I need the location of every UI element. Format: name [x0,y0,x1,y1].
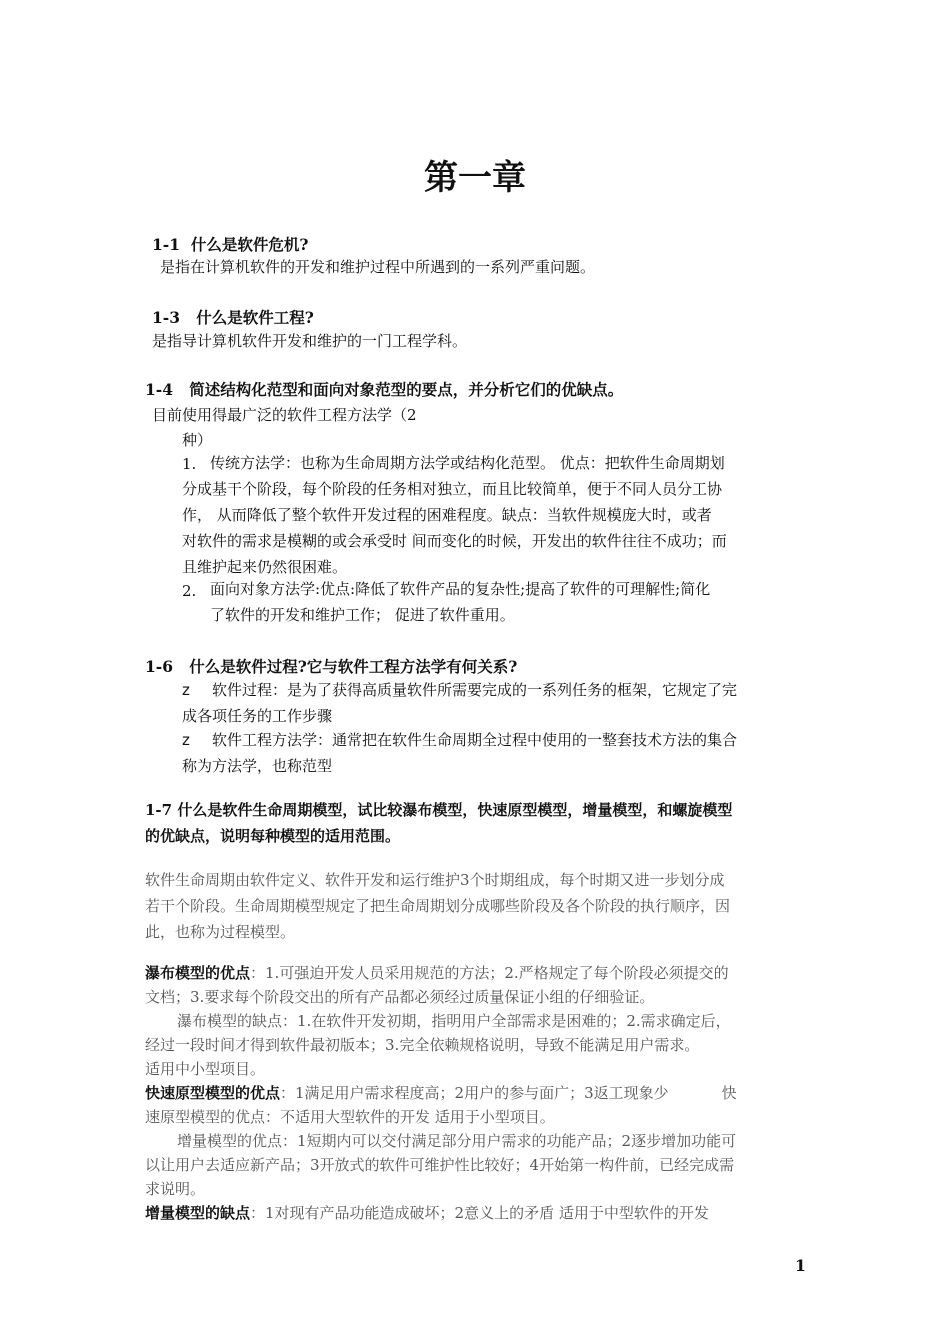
question-1-6 [145,655,517,677]
question-text: 什么是软件危机? [190,235,309,254]
prototype-advantages-label: 快速原型模型的优点 [145,1084,281,1102]
list-number-1: 1. [182,455,197,473]
question-number: 1-6 [145,657,174,676]
list-item-1-line: 作， 从而降低了整个软件开发过程的困难程度。缺点：当软件规模庞大时，或者 [182,506,712,524]
paragraph-line: 快 [721,1084,737,1102]
question-number: 1-1 [152,235,181,254]
paragraph-line: 求说明。 [145,1180,206,1198]
models-section [145,961,737,1225]
list-item-2-line: 了软件的开发和维护工作； 促进了软件重用。 [210,606,515,624]
bullet-line: 软件工程方法学：通常把在软件生命周期全过程中使用的一整套技术方法的集合 [212,731,738,749]
paragraph-line: ：1.可强迫开发人员采用规范的方法；2.严格规定了每个阶段必须提交的 [250,964,729,982]
waterfall-advantages-label: 瀑布模型的优点 [145,964,251,982]
paragraph-line: 瀑布模型的缺点：1.在软件开发初期，指明用户全部需求是困难的；2.需求确定后， [177,1012,731,1030]
paragraph-line: 经过一段时间才得到软件最初版本；3.完全依赖规格说明，导致不能满足用户需求。 [145,1036,700,1054]
question-text: 简述结构化范型和面向对象范型的要点，并分析它们的优缺点。 [189,380,624,399]
bullet-line: 称为方法学，也称范型 [182,757,333,775]
question-text: 什么是软件过程?它与软件工程方法学有何关系? [189,657,518,676]
bullet-line: 软件过程：是为了获得高质量软件所需要完成的一系列任务的框架，它规定了完 [212,681,738,699]
question-1-7 [145,797,732,849]
answer-1-3: 是指导计算机软件开发和维护的一门工程学科。 [152,332,468,350]
answer-1-1: 是指在计算机软件的开发和维护过程中所遇到的一系列严重问题。 [160,258,596,276]
paragraph-line: 以让用户去适应新产品；3开放式的软件可维护性比较好；4开始第一构件前，已经完成需 [145,1156,735,1174]
bullet-icon: z [182,681,190,699]
question-1-3 [152,306,314,328]
bullet-line: 成各项任务的工作步骤 [182,707,333,725]
paragraph-line: 此，也称为过程模型。 [145,923,296,941]
paragraph-line: ：1对现有产品功能造成破坏；2意义上的矛盾 适用于中型软件的开发 [250,1204,709,1222]
list-item-1-line: 且维护起来仍然很困难。 [182,558,348,576]
list-item-1-line: 分成基干个阶段，每个阶段的任务相对独立，而且比较简单，便于不同人员分工协 [182,480,723,498]
question-text: 什么是软件工程? [196,308,314,327]
paragraph-line: ：1满足用户需求程度高；2用户的参与面广；3返工现象少 [280,1084,669,1102]
paragraph-line: 适用中小型项目。 [145,1060,266,1078]
list-item-1-line: 传统方法学：也称为生命周期方法学或结构化范型。 优点：把软件生命周期划 [210,454,725,472]
question-text: 的优缺点，说明每种模型的适用范围。 [145,827,401,845]
list-item-1-line: 对软件的需求是模糊的或会承受时 间而变化的时候，开发出的软件往往不成功；而 [182,532,727,550]
question-number: 1-3 [152,308,181,327]
question-number: 1-7 [145,801,173,819]
paragraph-line: 速原型模型的优点：不适用大型软件的开发 适用于小型项目。 [145,1108,555,1126]
answer-1-4-intro-b: 种） [182,431,213,449]
list-item-2-line: 面向对象方法学:优点:降低了软件产品的复杂性;提高了软件的可理解性;简化 [210,580,711,598]
answer-1-4-intro-a: 目前使用得最广泛的软件工程方法学（2 [152,406,417,424]
list-item-1 [182,450,727,580]
bullet-item-2 [182,727,737,779]
lifecycle-paragraph [145,867,730,945]
question-1-1 [152,233,308,255]
bullet-icon: z [182,731,190,749]
paragraph-line: 软件生命周期由软件定义、软件开发和运行维护3个时期组成，每个时期又进一步划分成 [145,871,725,889]
question-text: 什么是软件生命周期模型，试比较瀑布模型，快速原型模型，增量模型，和螺旋模型 [177,801,733,819]
paragraph-line: 若干个阶段。生命周期模型规定了把生命周期划分成哪些阶段及各个阶段的执行顺序，因 [145,897,731,915]
list-number-2: 2. [182,582,197,600]
bullet-item-1 [182,677,737,729]
chapter-title: 第一章 [424,158,526,198]
paragraph-line: 增量模型的优点：1短期内可以交付满足部分用户需求的功能产品；2逐步增加功能可 [177,1132,737,1150]
page-number: 1 [794,1256,806,1275]
question-number: 1-4 [145,380,174,399]
paragraph-line: 文档；3.要求每个阶段交出的所有产品都必须经过质量保证小组的仔细验证。 [145,988,655,1006]
question-1-4 [145,378,623,400]
incremental-disadvantages-label: 增量模型的缺点 [145,1204,251,1222]
list-item-2 [210,576,710,628]
